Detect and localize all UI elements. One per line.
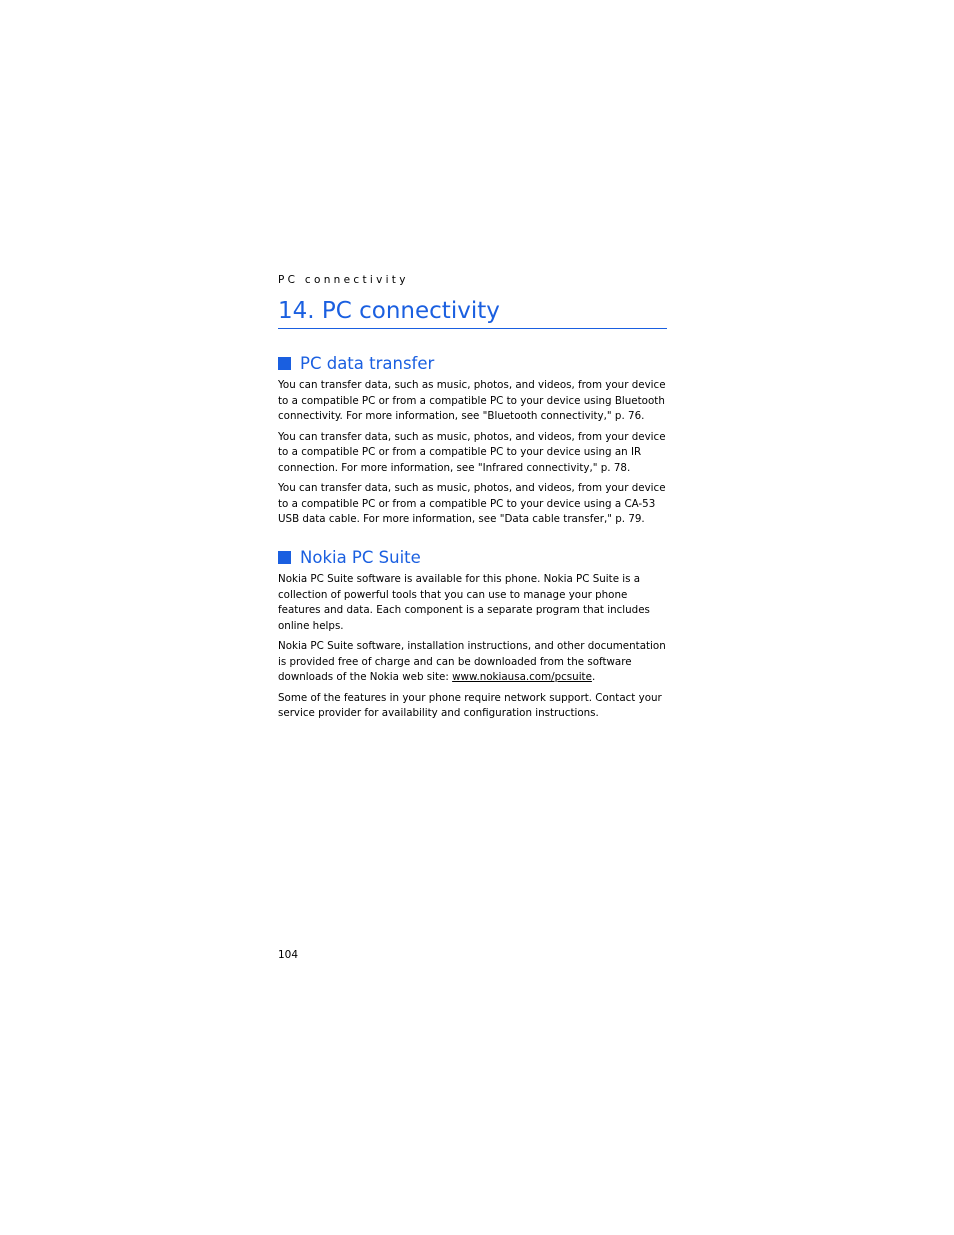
section-heading: [278, 548, 668, 568]
chapter-title: 14. PC connectivity: [278, 294, 667, 329]
section-title-text: PC data transfer: [300, 354, 435, 373]
paragraph: Nokia PC Suite software is available for this phone. Nokia PC Suite is a collection of powerful tools that you can use to manage your phone features and data. Each component is a separate program that includes online helps.: [278, 573, 650, 632]
paragraph: You can transfer data, such as music, photos, and videos, from your device to a compatible PC or from a compatible PC to your device using an IR connection. For more information, see "Infrared connectivity," p. 78.: [278, 430, 666, 474]
paragraph-text-end: .: [591, 671, 596, 683]
paragraph: You can transfer data, such as music, photos, and videos, from your device to a compatible PC or from a compatible PC to your device using a CA-53 USB data cable. For more information, see "Data cable transfer," p. 79.: [278, 482, 666, 525]
paragraph: Some of the features in your phone require network support. Contact your service provider for availability and configuration instructions.: [278, 691, 662, 719]
section-nokia-pc-suite: [278, 548, 668, 727]
square-bullet-icon: [278, 551, 291, 564]
running-header: PC connectivity: [278, 274, 409, 286]
section-heading: [278, 354, 668, 374]
paragraph-text: Nokia PC Suite software, installation instructions, and other documentation is provided free of charge and can be downloaded from the software downloads of the Nokia web site:: [278, 640, 666, 683]
download-paragraph: [278, 639, 668, 686]
page-number: 104: [278, 949, 299, 961]
square-bullet-icon: [278, 357, 291, 370]
pcsuite-link[interactable]: www.nokiausa.com/pcsuite: [452, 671, 592, 683]
paragraph: You can transfer data, such as music, photos, and videos, from your device to a compatible PC or from a compatible PC to your device using Bluetooth connectivity. For more information, see "Bluetooth connectivity," p. 76.: [278, 379, 666, 422]
section-pc-data-transfer: [278, 354, 668, 533]
section-title-text: Nokia PC Suite: [300, 548, 421, 567]
